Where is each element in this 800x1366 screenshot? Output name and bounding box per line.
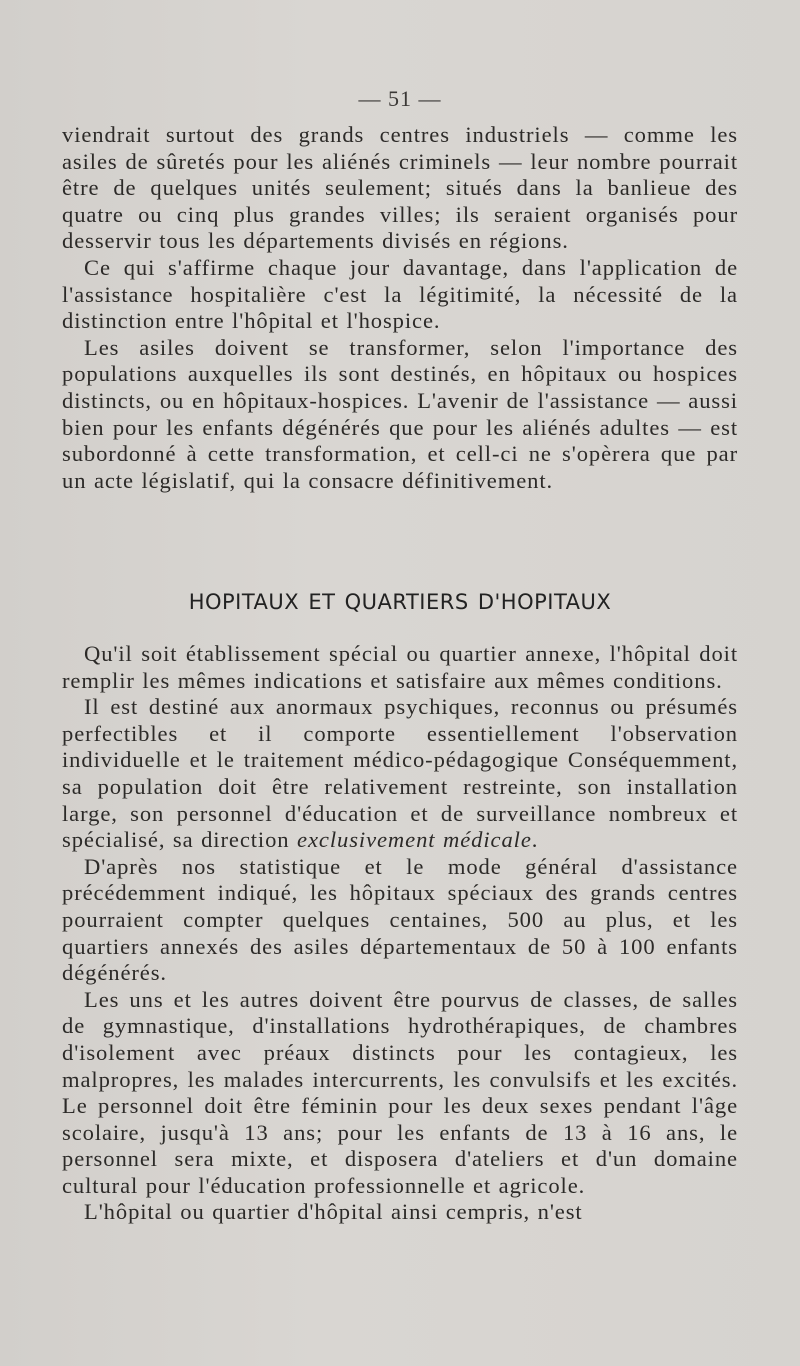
paragraph-assistance-hospitaliere: Ce qui s'affirme chaque jour davantage, dans l'application de l'assistance hospitalière c'est la légitimité, la nécessité de la distinction entre l'hôpital et l'hospice. bbox=[62, 254, 738, 334]
top-text-block bbox=[62, 122, 738, 494]
paragraph-text-end: . bbox=[531, 827, 539, 853]
paragraph-classes-salles: Les uns et les autres doivent être pourvus de classes, de salles de gymnastique, d'installations hydrothérapiques, de chambres d'isolement avec préaux distincts pour les contagieux, les malpropres, les malades intercurrents, les convulsifs et les excités. Le personnel doit être féminin pour les deux sexes pendant l'âge scolaire, jusqu'à 13 ans; pour les enfants de 13 à 16 ans, le personnel sera mixte, et disposera d'ateliers et d'un domaine cultural pour l'éducation professionnelle et agricole. bbox=[62, 986, 738, 1198]
paragraph-etablissement-special: Qu'il soit établissement spécial ou quartier annexe, l'hôpital doit remplir les mêmes indications et satisfaire aux mêmes conditions. bbox=[62, 641, 738, 693]
page-number: — 51 — bbox=[358, 86, 442, 111]
emphasized-text: exclusivement médicale bbox=[297, 827, 532, 853]
paragraph-asiles-transformation: Les asiles doivent se transformer, selon l'importance des populations auxquelles ils sont destinés, en hôpitaux ou hospices distincts, ou en hôpitaux-hospices. L'avenir de l'assistance — aussi bien pour les enfants dégénérés que pour les aliénés adultes — est subordonné à cette transformation, et cell-ci ne s'opèrera que par un acte législatif, qui la consacre définitivement. bbox=[62, 334, 738, 493]
paragraph-hopital-compris: L'hôpital ou quartier d'hôpital ainsi cempris, n'est bbox=[84, 1199, 583, 1225]
paragraph-text: Il est destiné aux anormaux psychiques, reconnus ou présumés perfectibles et il comporte essentiellement l'observation individuelle et le traitement médico-pédagogique Conséquemment, sa population doit être relativement restreinte, son installation large, son personnel d'éducation et de surveillance nombreux et spécialisé, sa direction bbox=[62, 694, 738, 853]
paragraph-continuation: viendrait surtout des grands centres industriels — comme les asiles de sûretés pour les aliénés criminels — leur nombre pourrait être de quelques unités seulement; situés dans la banlieue des quatre ou cinq plus grandes villes; ils seraient organisés pour desservir tous les départements divisés en régions. bbox=[62, 122, 738, 254]
paragraph-statistique: D'après nos statistique et le mode général d'assistance précédemment indiqué, les hôpitaux spéciaux des grands centres pourraient compter quelques centaines, 500 au plus, et les quartiers annexés des asiles départementaux de 50 à 100 enfants dégénérés. bbox=[62, 853, 738, 986]
paragraph-anormaux-psychiques bbox=[62, 694, 738, 854]
bottom-text-block bbox=[62, 641, 738, 1226]
section-heading: HOPITAUX ET QUARTIERS D'HOPITAUX bbox=[188, 590, 612, 614]
